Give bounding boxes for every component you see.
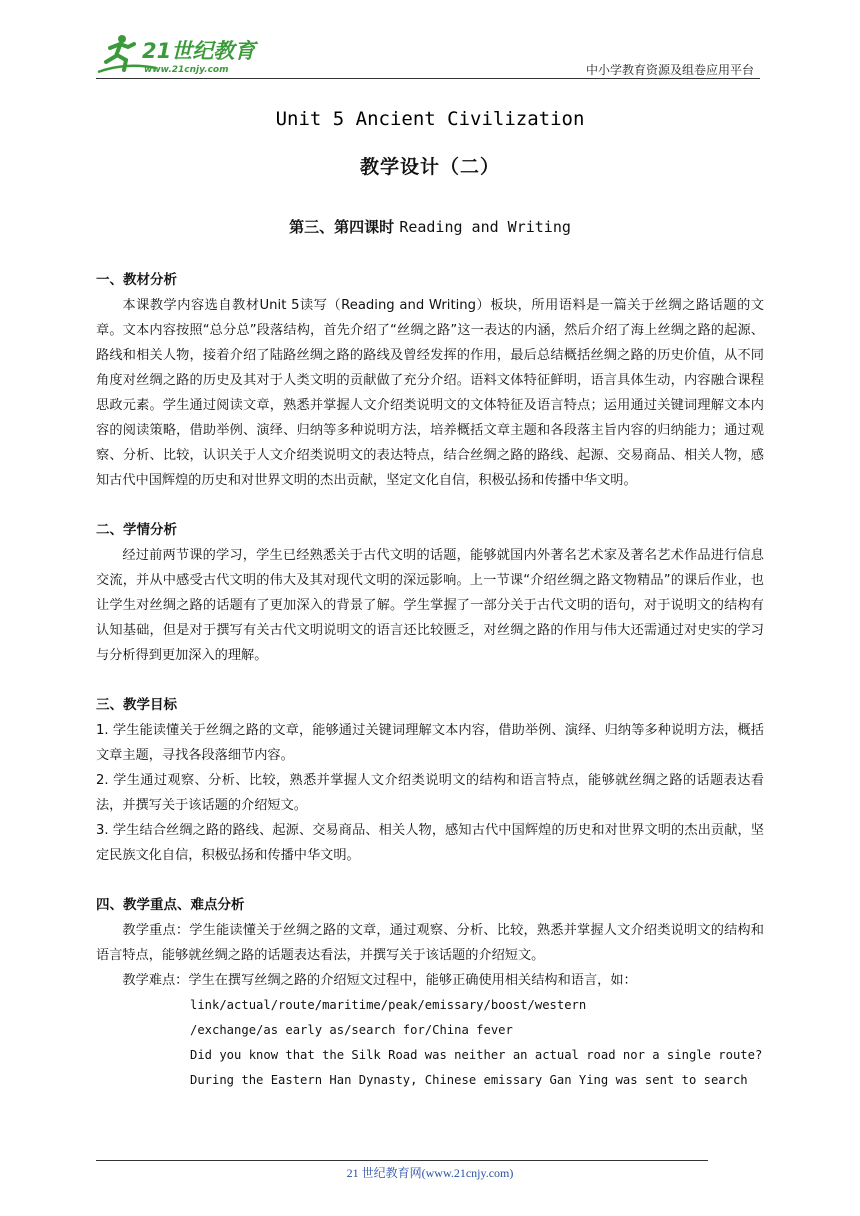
lesson-title	[0, 216, 860, 237]
header-divider	[96, 78, 760, 79]
section-title-students: 二、学情分析	[96, 522, 177, 538]
example-line: Did you know that the Silk Road was neither an actual road nor a single route?	[190, 1048, 763, 1062]
logo-url: www.21cnjy.com	[144, 65, 229, 74]
footer-link[interactable]: 21 世纪教育网(www.21cnjy.com)	[346, 1166, 514, 1180]
site-logo[interactable]	[96, 32, 266, 74]
example-line: /exchange/as early as/search for/China fever	[190, 1023, 513, 1037]
platform-name: 中小学教育资源及组卷应用平台	[585, 63, 754, 77]
page-header	[96, 30, 760, 80]
document-body	[96, 268, 764, 1093]
teaching-focus: 教学重点：学生能读懂关于丝绸之路的文章，通过观察、分析、比较，熟悉并掌握人文介绍类说明文的结构和语言特点，能够就丝绸之路的话题表达看法，并撰写关于该话题的介绍短文。	[96, 923, 764, 963]
section-title-materials: 一、教材分析	[96, 272, 177, 288]
teaching-difficulty: 教学难点：学生在撰写丝绸之路的介绍短文过程中，能够正确使用相关结构和语言，如：	[122, 973, 637, 988]
section-title-key-points: 四、教学重点、难点分析	[96, 897, 245, 913]
objective-item: 1. 学生能读懂关于丝绸之路的文章，能够通过关键词理解文本内容，借助举例、演绎、归纳等多种说明方法，概括文章主题，寻找各段落细节内容。	[96, 723, 764, 763]
runner-logo-icon	[96, 32, 266, 74]
lesson-title-suffix: Reading and Writing	[399, 218, 571, 236]
unit-title: Unit 5 Ancient Civilization	[275, 108, 585, 130]
logo-wordmark: 21世纪教育	[142, 39, 256, 63]
section-text-students: 经过前两节课的学习，学生已经熟悉关于古代文明的话题，能够就国内外著名艺术家及著名艺术作品进行信息交流，并从中感受古代文明的伟大及其对现代文明的深远影响。上一节课“介绍丝绸之路文物精品”的课后作业，也让学生对丝绸之路的话题有了更加深入的背景了解。学生掌握了一部分关于古代文明的语句，对于说明文的结构有认知基础，但是对于撰写有关古代文明说明文的语言还比较匮乏，对丝绸之路的作用与伟大还需通过对史实的学习与分析得到更加深入的理解。	[96, 548, 764, 663]
example-line: link/actual/route/maritime/peak/emissary/boost/western	[190, 998, 587, 1012]
section-text-materials: 本课教学内容选自教材Unit 5读写（Reading and Writing）板块，所用语料是一篇关于丝绸之路话题的文章。文本内容按照“总分总”段落结构，首先介绍了“丝绸之路”这一表达的内涵，然后介绍了海上丝绸之路的起源、路线和相关人物，接着介绍了陆路丝绸之路的路线及曾经发挥的作用，最后总结概括丝绸之路的历史价值，从不同角度对丝绸之路的历史及其对于人类文明的贡献做了充分介绍。语料文体特征鲜明，语言具体生动，内容融合课程思政元素。学生通过阅读文章，熟悉并掌握人文介绍类说明文的文体特征及语言特点；运用通过关键词理解文本内容的阅读策略，借助举例、演绎、归纳等多种说明方法，培养概括文章主题和各段落主旨内容的归纳能力；通过观察、分析、比较，认识关于人文介绍类说明文的表达特点，结合丝绸之路的路线、起源、交易商品、相关人物，感知古代中国辉煌的历史和对世界文明的杰出贡献，坚定文化自信，积极弘扬和传播中华文明。	[96, 298, 764, 488]
example-line: During the Eastern Han Dynasty, Chinese emissary Gan Ying was sent to search	[190, 1073, 748, 1087]
objective-item: 2. 学生通过观察、分析、比较，熟悉并掌握人文介绍类说明文的结构和语言特点，能够就丝绸之路的话题表达看法，并撰写关于该话题的介绍短文。	[96, 773, 764, 813]
footer-divider	[96, 1160, 708, 1161]
objective-item: 3. 学生结合丝绸之路的路线、起源、交易商品、相关人物，感知古代中国辉煌的历史和对世界文明的杰出贡献，坚定民族文化自信，积极弘扬和传播中华文明。	[96, 823, 764, 863]
lesson-title-prefix: 第三、第四课时	[289, 218, 400, 236]
section-title-objectives: 三、教学目标	[96, 697, 177, 713]
design-title: 教学设计（二）	[359, 156, 500, 178]
